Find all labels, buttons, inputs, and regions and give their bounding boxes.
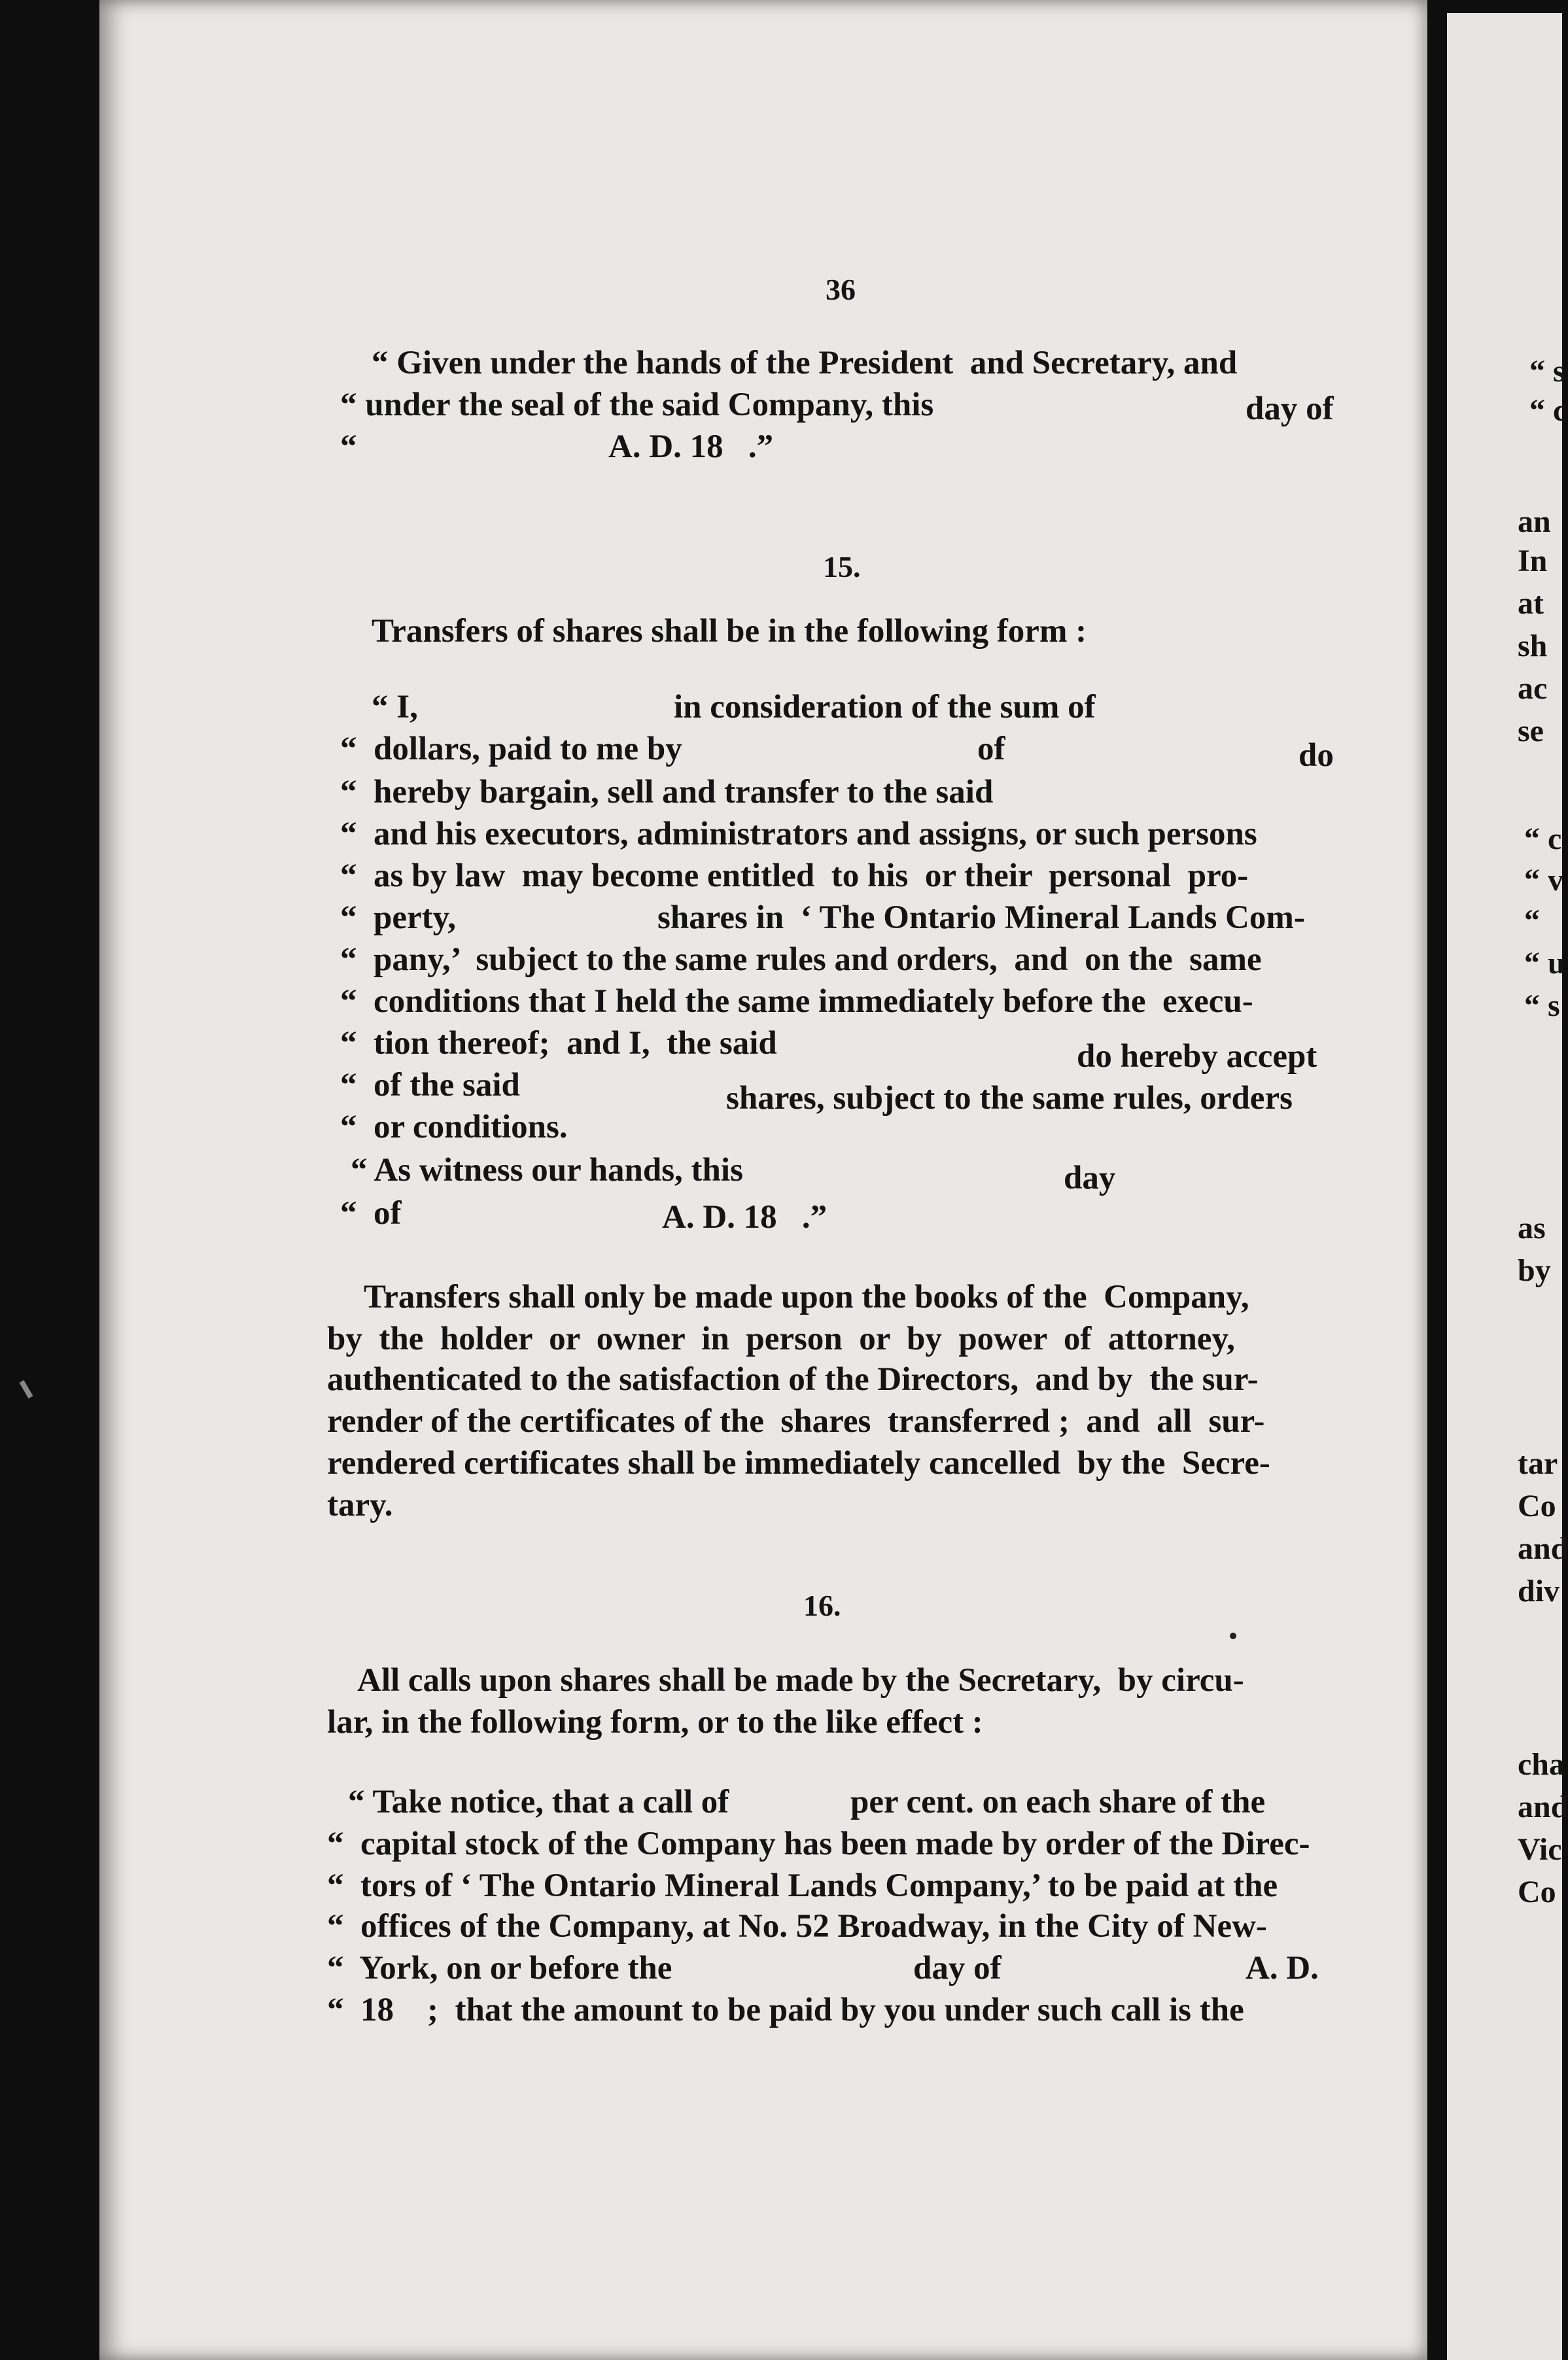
transfer-form-line: “ hereby bargain, sell and transfer to the said xyxy=(340,774,994,810)
transfer-form-line: shares, subject to the same rules, orders xyxy=(726,1080,1293,1117)
call-form-line: “ York, on or before the xyxy=(327,1950,672,1987)
transfer-form-line: “ I, xyxy=(372,689,418,725)
adjacent-page-fragment: “ u xyxy=(1524,946,1565,980)
adjacent-page-fragment: as xyxy=(1518,1211,1546,1245)
transfer-form-line: “ as by law may become entitled to his or their personal pro- xyxy=(340,858,1249,894)
adjacent-page-fragment: “ xyxy=(1524,903,1540,938)
call-form-line: day of xyxy=(913,1950,1002,1987)
call-form-line: per cent. on each share of the xyxy=(850,1784,1266,1820)
adjacent-page-fragment: sh xyxy=(1518,629,1548,663)
call-form-line: “ 18 ; that the amount to be paid by you under such call is the xyxy=(327,1992,1244,2028)
transfers-paragraph-line: Transfers shall only be made upon the books of the Company, xyxy=(364,1279,1249,1315)
section-15-intro: Transfers of shares shall be in the following form : xyxy=(372,613,1087,650)
adjacent-page-fragment: an xyxy=(1518,504,1551,539)
opening-line: “ Given under the hands of the President and Secretary, and xyxy=(372,345,1238,381)
adjacent-page-fragment: cha xyxy=(1518,1747,1565,1782)
transfers-paragraph-line: render of the certificates of the shares transferred ; and all sur- xyxy=(327,1403,1265,1440)
ink-dot xyxy=(1230,1633,1236,1639)
transfer-form-line: day xyxy=(1064,1160,1116,1196)
adjacent-page-fragment: Co xyxy=(1518,1875,1556,1909)
transfer-form-line: of xyxy=(977,731,1005,767)
call-form-line: “ tors of ‘ The Ontario Mineral Lands Company,’ to be paid at the xyxy=(327,1867,1278,1904)
transfers-paragraph-line: by the holder or owner in person or by power of attorney, xyxy=(327,1321,1235,1357)
adjacent-page-fragment: by xyxy=(1518,1253,1551,1288)
section-16-intro-line: All calls upon shares shall be made by the Secretary, by circu- xyxy=(357,1662,1244,1699)
adjacent-page-fragment: tar xyxy=(1518,1446,1558,1481)
adjacent-page-fragment: at xyxy=(1518,586,1544,621)
opening-line: A. D. 18 .” xyxy=(608,428,774,465)
transfer-form-line: “ conditions that I held the same immediately before the execu- xyxy=(340,983,1253,1020)
transfers-paragraph-line: authenticated to the satisfaction of the Directors, and by the sur- xyxy=(327,1361,1259,1398)
opening-line: “ xyxy=(340,428,357,465)
call-form-line: “ Take notice, that a call of xyxy=(348,1784,729,1820)
adjacent-page-fragment: and xyxy=(1518,1531,1568,1566)
adjacent-page-fragment: “ v xyxy=(1524,863,1563,897)
transfer-form-line: “ tion thereof; and I, the said xyxy=(340,1025,777,1062)
adjacent-page-fragment: “ s xyxy=(1529,354,1565,389)
adjacent-page-fragment: In xyxy=(1518,544,1548,578)
adjacent-page-fragment: “ c xyxy=(1524,822,1562,856)
transfer-form-line: “ or conditions. xyxy=(340,1109,568,1145)
section-15-heading: 15. xyxy=(823,550,861,583)
adjacent-page-fragment: and xyxy=(1518,1790,1568,1824)
transfer-form-line: do hereby accept xyxy=(1077,1038,1317,1075)
adjacent-page-fragment: Co xyxy=(1518,1489,1556,1523)
adjacent-page-fragment: div xyxy=(1518,1574,1560,1608)
transfer-form-line: “ dollars, paid to me by xyxy=(340,731,682,767)
opening-line: “ under the seal of the said Company, this xyxy=(340,387,934,423)
call-form-line: “ offices of the Company, at No. 52 Broadway, in the City of New- xyxy=(327,1908,1267,1945)
margin-mark xyxy=(20,1380,33,1398)
transfer-form-line: “ of xyxy=(340,1195,402,1232)
transfer-form-line: shares in ‘ The Ontario Mineral Lands Com- xyxy=(657,899,1305,936)
transfer-form-line: “ As witness our hands, this xyxy=(351,1152,743,1189)
adjacent-page-fragment: “ s xyxy=(1524,988,1560,1023)
call-form-line: A. D. xyxy=(1246,1950,1319,1987)
call-form-line: “ capital stock of the Company has been made by order of the Direc- xyxy=(327,1826,1310,1862)
transfer-form-line: in consideration of the sum of xyxy=(674,689,1096,725)
transfer-form-line: “ and his executors, administrators and assigns, or such persons xyxy=(340,816,1257,852)
page-number: 36 xyxy=(826,273,856,306)
transfer-form-line: “ pany,’ subject to the same rules and orders, and on the same xyxy=(340,941,1262,978)
adjacent-page-fragment: se xyxy=(1518,714,1544,748)
transfers-paragraph-line: rendered certificates shall be immediately cancelled by the Secre- xyxy=(327,1445,1270,1482)
section-16-intro-line: lar, in the following form, or to the like effect : xyxy=(327,1704,983,1741)
transfer-form-line: “ perty, xyxy=(340,899,457,936)
adjacent-page-fragment: ac xyxy=(1518,671,1548,706)
adjacent-page-fragment: Vic xyxy=(1518,1832,1562,1867)
adjacent-page-fragment: “ c xyxy=(1529,393,1567,428)
section-16-heading: 16. xyxy=(803,1589,841,1622)
transfer-form-line: A. D. 18 .” xyxy=(662,1199,828,1236)
opening-line: day of xyxy=(1246,390,1334,427)
transfer-form-line: do xyxy=(1298,737,1334,774)
transfer-form-line: “ of the said xyxy=(340,1067,520,1103)
transfers-paragraph-line: tary. xyxy=(327,1487,393,1523)
